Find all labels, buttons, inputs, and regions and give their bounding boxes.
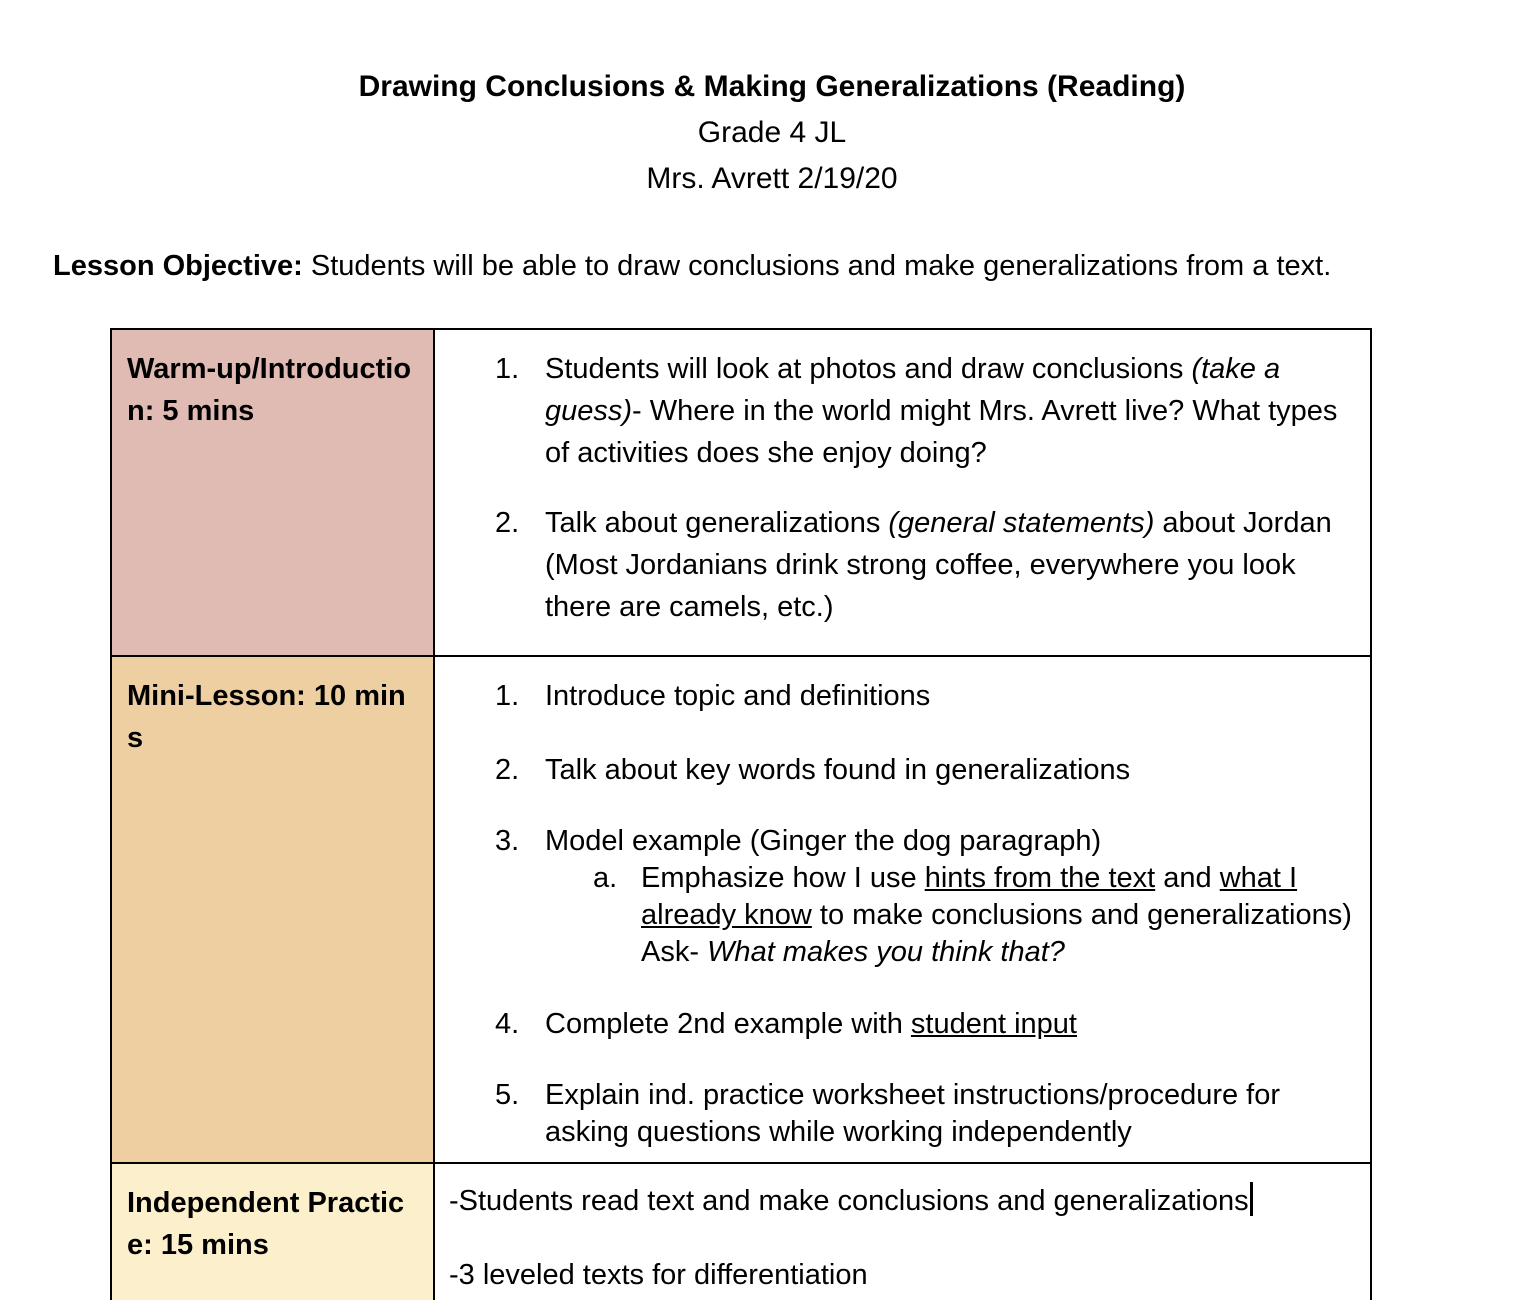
- lesson-objective[interactable]: [53, 244, 1493, 288]
- independent-label: Independent Practice: 15 mins: [127, 1187, 405, 1261]
- mini-lesson-label-cell[interactable]: [111, 656, 434, 1163]
- sub-list-item: a. Emphasize how I use hints from the text and what I already know to make conclusions and generalizations) Ask- What makes you think that?: [593, 862, 1352, 968]
- mini-lesson-label: Mini-Lesson: 10 mins: [127, 680, 406, 754]
- list-item: 3. Model example (Ginger the dog paragraph): [495, 825, 1102, 857]
- text-cursor: [1250, 1182, 1253, 1216]
- list-item: 2. Talk about key words found in generalizations: [495, 754, 1131, 786]
- independent-content-cell[interactable]: [434, 1163, 1371, 1300]
- list-item: 1. Students will look at photos and draw conclusions (take a guess)- Where in the world might Mrs. Avrett live? What types of activities does she enjoy doing?: [495, 353, 1338, 469]
- objective-label: Lesson Objective:: [53, 250, 303, 282]
- warmup-content-cell[interactable]: [434, 329, 1371, 656]
- document-header: [0, 64, 1514, 202]
- list-item: 5. Explain ind. practice worksheet instructions/procedure for asking questions while working independently: [495, 1079, 1281, 1148]
- grade-line[interactable]: Grade 4 JL: [697, 116, 847, 149]
- objective-text: Students will be able to draw conclusions and make generalizations from a text.: [302, 250, 1332, 282]
- list-item: 1. Introduce topic and definitions: [495, 680, 931, 712]
- independent-line: -3 leveled texts for differentiation: [449, 1259, 868, 1291]
- list-item: 4. Complete 2nd example with student input: [495, 1008, 1077, 1040]
- table-row-mini-lesson: [111, 656, 1371, 1163]
- lesson-title[interactable]: Drawing Conclusions & Making Generalizations (Reading): [358, 70, 1186, 103]
- teacher-date-line[interactable]: Mrs. Avrett 2/19/20: [646, 162, 898, 195]
- table-row-warmup: [111, 329, 1371, 656]
- mini-lesson-content-cell[interactable]: [434, 656, 1371, 1163]
- independent-label-cell[interactable]: [111, 1163, 434, 1300]
- list-item: 2. Talk about generalizations (general statements) about Jordan (Most Jordanians drink strong coffee, everywhere you look there are camels, etc.): [495, 507, 1332, 623]
- lesson-plan-table: [110, 328, 1372, 1300]
- table-row-independent-practice: [111, 1163, 1371, 1300]
- warmup-label-cell[interactable]: [111, 329, 434, 656]
- warmup-label: Warm-up/Introduction: 5 mins: [127, 353, 412, 427]
- independent-line: -Students read text and make conclusions and generalizations: [449, 1180, 1356, 1222]
